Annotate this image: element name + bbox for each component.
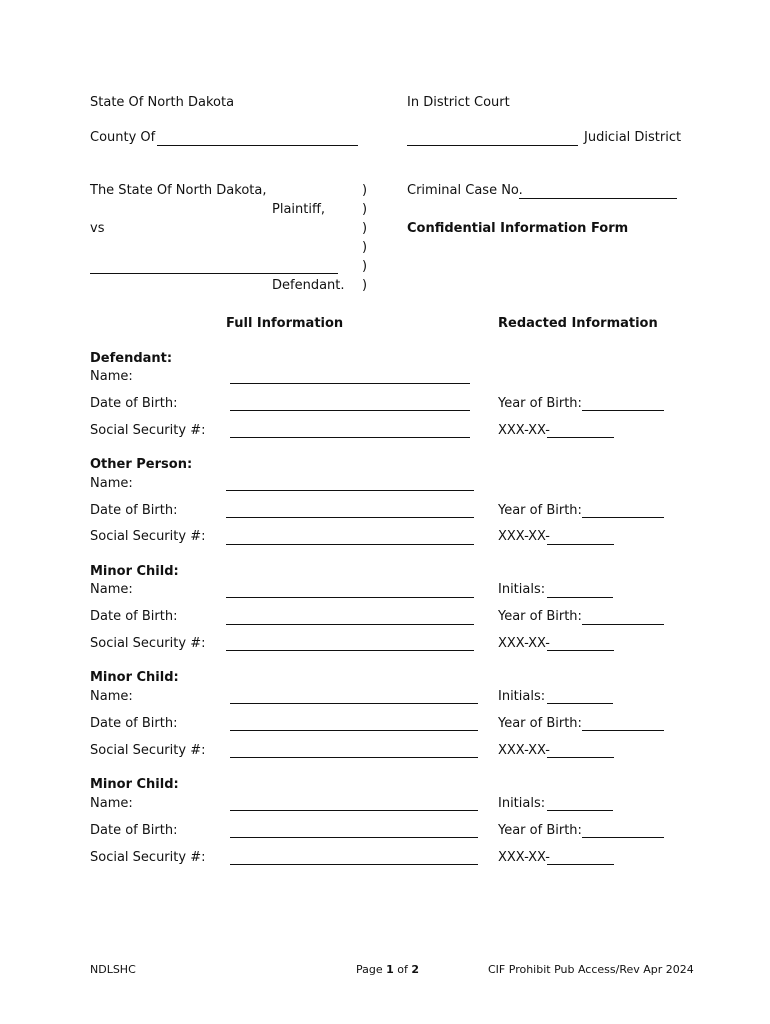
initials-label: Initials: xyxy=(498,582,546,597)
footer-form-revision: CIF Prohibit Pub Access/Rev Apr 2024 xyxy=(488,963,694,976)
minor-child-3-ssn-last4-field[interactable] xyxy=(547,864,614,865)
dob-label: Date of Birth: xyxy=(90,396,178,411)
court-heading: In District Court xyxy=(407,95,510,110)
year-of-birth-label: Year of Birth: xyxy=(498,609,582,624)
dob-label: Date of Birth: xyxy=(90,823,178,838)
footer-org: NDLSHC xyxy=(90,963,136,976)
minor-child-2-ssn-field[interactable] xyxy=(230,757,478,758)
ssn-redacted-label: XXX-XX- xyxy=(498,850,550,865)
ssn-redacted-label: XXX-XX- xyxy=(498,423,550,438)
year-of-birth-label: Year of Birth: xyxy=(498,396,582,411)
minor-child-2-year-of-birth-field[interactable] xyxy=(582,730,664,731)
defendant-input-line[interactable] xyxy=(90,273,338,274)
other-person-year-of-birth-field[interactable] xyxy=(582,517,664,518)
other-person-ssn-field[interactable] xyxy=(226,544,474,545)
defendant-label: Defendant. xyxy=(272,278,345,293)
page-prefix: Page xyxy=(356,963,383,976)
section-heading-minor-child: Minor Child: xyxy=(90,777,179,792)
ssn-label: Social Security #: xyxy=(90,850,206,865)
section-heading-defendant: Defendant: xyxy=(90,351,173,366)
defendant-year-of-birth-field[interactable] xyxy=(582,410,664,411)
dob-label: Date of Birth: xyxy=(90,609,178,624)
section-heading-minor-child: Minor Child: xyxy=(90,564,179,579)
ssn-redacted-label: XXX-XX- xyxy=(498,529,550,544)
caption-paren: ) xyxy=(362,202,368,217)
name-label: Name: xyxy=(90,369,133,384)
other-person-name-field[interactable] xyxy=(226,490,474,491)
state-heading: State Of North Dakota xyxy=(90,95,235,110)
page-indicator xyxy=(356,962,419,978)
full-information-heading: Full Information xyxy=(226,316,344,331)
minor-child-1-year-of-birth-field[interactable] xyxy=(582,624,664,625)
ssn-label: Social Security #: xyxy=(90,636,206,651)
minor-child-1-dob-field[interactable] xyxy=(226,624,474,625)
year-of-birth-label: Year of Birth: xyxy=(498,823,582,838)
page-of: of xyxy=(397,963,408,976)
defendant-name-field[interactable] xyxy=(230,383,470,384)
page-total: 2 xyxy=(411,963,420,976)
caption-paren: ) xyxy=(362,240,368,255)
minor-child-3-initials-field[interactable] xyxy=(547,810,613,811)
initials-label: Initials: xyxy=(498,796,546,811)
name-label: Name: xyxy=(90,796,133,811)
year-of-birth-label: Year of Birth: xyxy=(498,503,582,518)
minor-child-1-initials-field[interactable] xyxy=(547,597,613,598)
form-title: Confidential Information Form xyxy=(407,221,629,236)
ssn-label: Social Security #: xyxy=(90,529,206,544)
name-label: Name: xyxy=(90,476,133,491)
page-number: 1 xyxy=(386,963,394,976)
defendant-dob-field[interactable] xyxy=(230,410,470,411)
defendant-ssn-last4-field[interactable] xyxy=(547,437,614,438)
defendant-ssn-field[interactable] xyxy=(230,437,470,438)
minor-child-2-ssn-last4-field[interactable] xyxy=(547,757,614,758)
name-label: Name: xyxy=(90,689,133,704)
ssn-redacted-label: XXX-XX- xyxy=(498,636,550,651)
name-label: Name: xyxy=(90,582,133,597)
minor-child-2-initials-field[interactable] xyxy=(547,703,613,704)
minor-child-3-name-field[interactable] xyxy=(230,810,478,811)
section-heading-other-person: Other Person: xyxy=(90,457,193,472)
minor-child-3-ssn-field[interactable] xyxy=(230,864,478,865)
county-input-line[interactable] xyxy=(157,145,358,146)
initials-label: Initials: xyxy=(498,689,546,704)
dob-label: Date of Birth: xyxy=(90,503,178,518)
caption-paren: ) xyxy=(362,278,368,293)
minor-child-1-ssn-field[interactable] xyxy=(226,650,474,651)
case-number-input-line[interactable] xyxy=(519,198,677,199)
other-person-dob-field[interactable] xyxy=(226,517,474,518)
judicial-district-label: Judicial District xyxy=(584,130,682,145)
plaintiff-label: Plaintiff, xyxy=(272,202,326,217)
ssn-label: Social Security #: xyxy=(90,743,206,758)
caption-paren: ) xyxy=(362,221,368,236)
plaintiff-name: The State Of North Dakota, xyxy=(90,183,267,198)
case-number-label: Criminal Case No. xyxy=(407,183,523,198)
county-label: County Of xyxy=(90,130,156,145)
redacted-information-heading: Redacted Information xyxy=(498,316,658,331)
minor-child-1-name-field[interactable] xyxy=(226,597,474,598)
minor-child-2-dob-field[interactable] xyxy=(230,730,478,731)
minor-child-3-year-of-birth-field[interactable] xyxy=(582,837,664,838)
vs-label: vs xyxy=(90,221,105,236)
caption-paren: ) xyxy=(362,183,368,198)
dob-label: Date of Birth: xyxy=(90,716,178,731)
year-of-birth-label: Year of Birth: xyxy=(498,716,582,731)
minor-child-2-name-field[interactable] xyxy=(230,703,478,704)
ssn-redacted-label: XXX-XX- xyxy=(498,743,550,758)
other-person-ssn-last4-field[interactable] xyxy=(547,544,614,545)
section-heading-minor-child: Minor Child: xyxy=(90,670,179,685)
ssn-label: Social Security #: xyxy=(90,423,206,438)
minor-child-1-ssn-last4-field[interactable] xyxy=(547,650,614,651)
minor-child-3-dob-field[interactable] xyxy=(230,837,478,838)
caption-paren: ) xyxy=(362,259,368,274)
judicial-district-input-line[interactable] xyxy=(407,145,578,146)
